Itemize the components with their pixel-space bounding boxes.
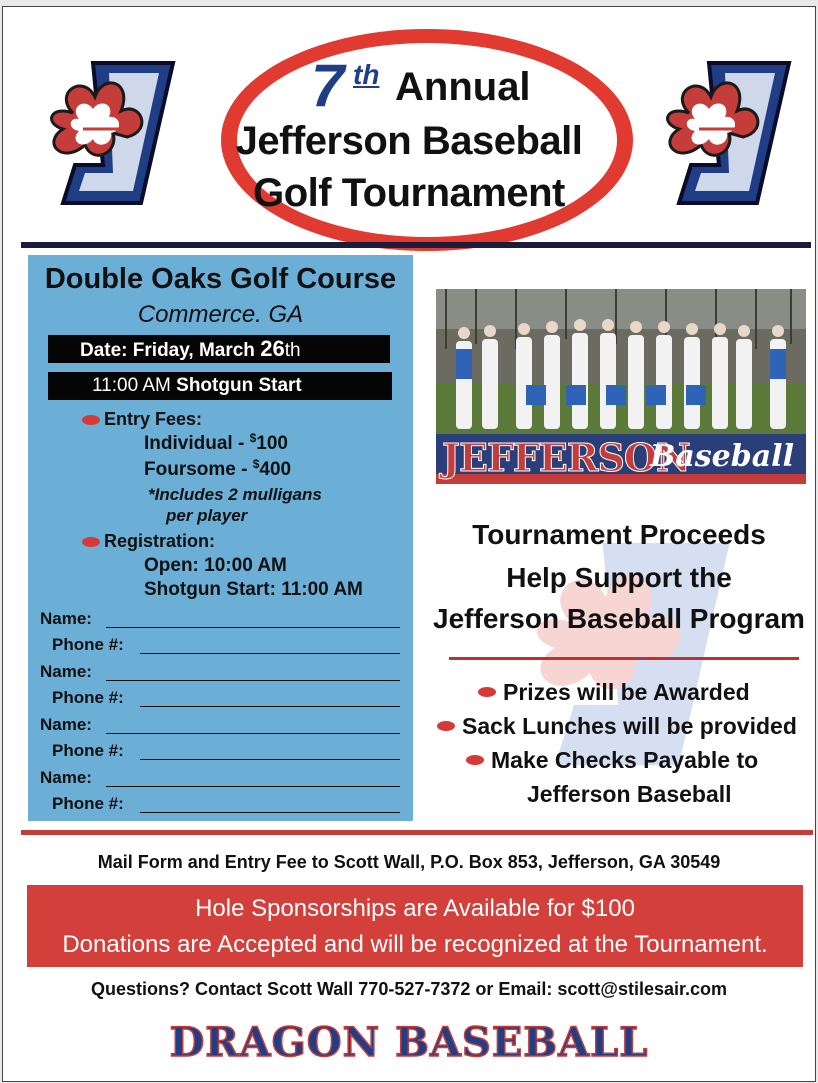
name-label: Name: — [40, 715, 92, 734]
registration-label: Registration: — [104, 531, 216, 551]
bullet-icon — [82, 537, 100, 547]
bullet-prizes: Prizes will be Awarded — [503, 679, 750, 705]
phone-label: Phone #: — [52, 635, 124, 654]
footer-divider — [21, 830, 813, 835]
title-line-2: Jefferson Baseball — [235, 119, 583, 163]
name-label: Name: — [40, 609, 92, 628]
dragon-baseball-logo: DRAGON BASEBALL — [169, 1019, 649, 1066]
foursome-amount: 400 — [259, 459, 292, 480]
photo-banner-script: Baseball — [650, 439, 794, 474]
registration-shotgun: Shotgun Start: 11:00 AM — [144, 579, 363, 600]
name-input-line[interactable] — [106, 733, 400, 734]
bullet-lunches: Sack Lunches will be provided — [462, 713, 797, 739]
foursome-label: Foursome - — [144, 459, 253, 480]
registration-panel — [28, 255, 413, 821]
bullet-icon — [437, 721, 455, 731]
proceeds-line-2: Help Support the — [506, 562, 732, 593]
flyer — [2, 6, 816, 1082]
course-city: Commerce. GA — [137, 301, 304, 328]
bullet-icon — [478, 687, 496, 697]
phone-label: Phone #: — [52, 794, 124, 813]
phone-label: Phone #: — [52, 688, 124, 707]
title-annual: Annual — [395, 65, 531, 109]
title-ordinal: 7 — [311, 52, 345, 119]
name-label: Name: — [40, 768, 92, 787]
individual-fee — [144, 433, 288, 455]
title-ordinal-suffix: th — [353, 59, 380, 90]
start-label: Shotgun Start — [176, 375, 302, 396]
bullet-checks-1: Make Checks Payable to — [491, 747, 759, 773]
mulligans-line-2: per player — [166, 506, 248, 525]
entry-fees-label: Entry Fees: — [104, 409, 203, 429]
foursome-currency: $ — [252, 457, 260, 471]
sponsorship-banner — [27, 885, 803, 967]
start-bar — [48, 372, 392, 400]
sponsor-line-1: Hole Sponsorships are Available for $100 — [195, 895, 635, 922]
date-label: Date: Friday, March — [80, 340, 261, 361]
date-suffix: th — [284, 340, 301, 361]
team-photo — [436, 289, 806, 484]
start-time: 11:00 AM — [92, 375, 171, 396]
contact-info: Questions? Contact Scott Wall 770-527-7372 or Email: scott@stilesair.com — [90, 979, 728, 999]
name-label: Name: — [40, 662, 92, 681]
individual-amount: 100 — [256, 433, 288, 454]
header-divider — [21, 242, 811, 248]
proceeds-line-3: Jefferson Baseball Program — [433, 603, 805, 634]
phone-label: Phone #: — [52, 741, 124, 760]
phone-input-line[interactable] — [140, 759, 400, 760]
title-line-3: Golf Tournament — [253, 171, 565, 215]
registration-open: Open: 10:00 AM — [144, 555, 287, 576]
proceeds-divider — [449, 657, 799, 660]
individual-currency: $ — [249, 431, 257, 445]
foursome-fee — [144, 459, 291, 481]
date-number: 26 — [260, 336, 285, 361]
bullet-checks-2: Jefferson Baseball — [527, 781, 732, 807]
mail-instructions: Mail Form and Entry Fee to Scott Wall, P.O. Box 853, Jefferson, GA 30549 — [97, 852, 721, 872]
photo-banner-team: JEFFERSON — [442, 435, 690, 480]
sponsor-line-2: Donations are Accepted and will be recognized at the Tournament. — [62, 931, 768, 958]
name-input-line[interactable] — [106, 627, 400, 628]
bullet-icon — [466, 755, 484, 765]
phone-input-line[interactable] — [140, 812, 400, 813]
name-input-line[interactable] — [106, 680, 400, 681]
date-bar — [48, 335, 390, 363]
phone-input-line[interactable] — [140, 653, 400, 654]
mulligans-line-1: *Includes 2 mulligans — [148, 485, 322, 504]
course-name: Double Oaks Golf Course — [44, 263, 397, 295]
bullet-icon — [82, 415, 100, 425]
proceeds-line-1: Tournament Proceeds — [472, 519, 766, 550]
name-input-line[interactable] — [106, 786, 400, 787]
individual-label: Individual - — [144, 433, 250, 454]
phone-input-line[interactable] — [140, 706, 400, 707]
